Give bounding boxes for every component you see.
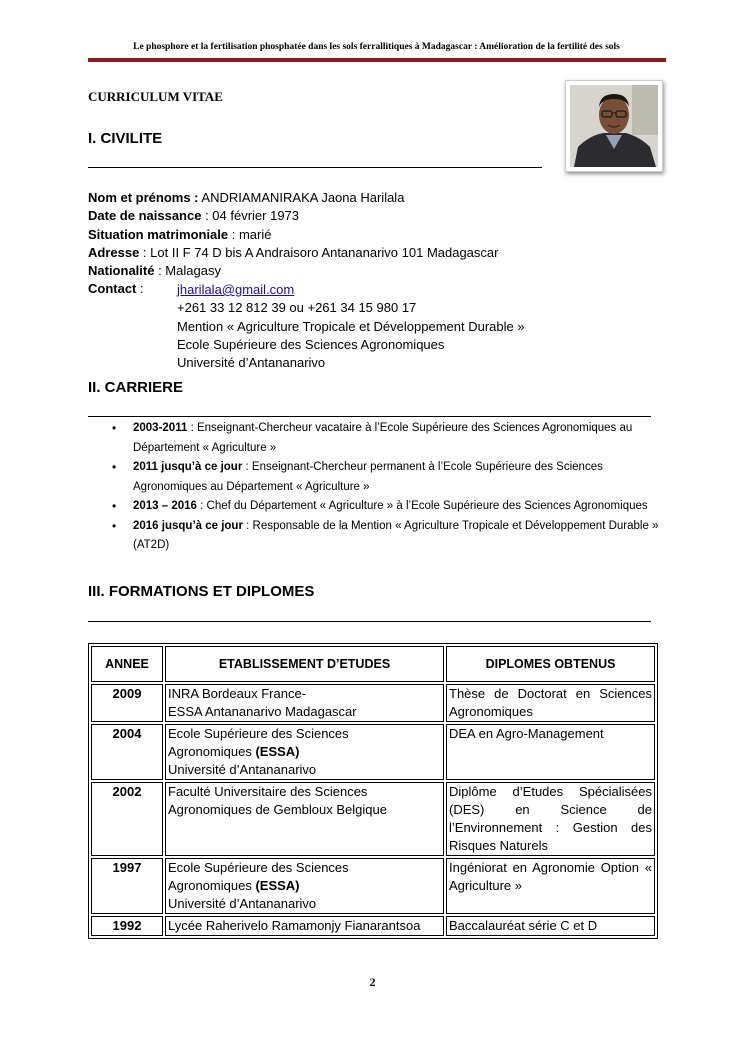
section-underline (88, 416, 651, 417)
section-heading-carriere: II. CARRIERE (88, 379, 184, 396)
contact-phone: +261 33 12 812 39 ou +261 34 15 980 17 (177, 300, 417, 316)
contact-mention: Mention « Agriculture Tropicale et Développement Durable » (177, 318, 525, 334)
column-header-annee: ANNEE (91, 646, 163, 682)
table-row: 1992 Lycée Raherivelo Ramamonjy Fianarantsoa Baccalauréat série C et D (91, 916, 655, 936)
career-item: • 2013 – 2016 : Chef du Département « Agriculture » à l’Ecole Supérieure des Sciences Agronomiques (108, 497, 668, 517)
field-nom: Nom et prénoms : ANDRIAMANIRAKA Jaona Harilala (88, 190, 405, 205)
email-link[interactable]: jharilala@gmail.com (177, 282, 295, 297)
field-naissance: Date de naissance : 04 février 1973 (88, 208, 300, 224)
field-adresse: Adresse : Lot II F 74 D bis A Andraisoro Antananarivo 101 Madagascar (88, 244, 499, 260)
career-item: • 2016 jusqu’à ce jour : Responsable de la Mention « Agriculture Tropicale et Développement Durable » (AT2D) (108, 517, 668, 556)
table-row: 2002 Faculté Universitaire des Sciences Agronomiques de Gembloux Belgique Diplôme d’Etudes Spécialisées (DES) en Science de l’Environnement : Gestion des Risques Naturels (91, 782, 655, 856)
page-number: 2 (369, 975, 376, 989)
field-situation: Situation matrimoniale : marié (88, 226, 272, 242)
field-contact: Contact : (88, 281, 144, 297)
formations-table (88, 643, 658, 939)
table-row: 2009 INRA Bordeaux France- ESSA Antananarivo Madagascar Thèse de Doctorat en Sciences Agronomiques (91, 684, 655, 722)
career-list (108, 419, 668, 556)
cv-title: CURRICULUM VITAE (88, 89, 223, 104)
portrait-image (570, 85, 658, 167)
running-header: Le phosphore et la fertilisation phosphatée dans les sols ferrallitiques à Madagascar : Amélioration de la fertilité des sols (133, 42, 620, 52)
profile-photo (565, 80, 663, 172)
table-header-row (91, 646, 655, 682)
section-heading-formations: III. FORMATIONS ET DIPLOMES (88, 583, 315, 600)
contact-details (177, 281, 525, 372)
column-header-diplomes: DIPLOMES OBTENUS (446, 646, 655, 682)
contact-school: Ecole Supérieure des Sciences Agronomiques (177, 336, 445, 352)
column-header-etablissement: ETABLISSEMENT D’ETUDES (165, 646, 444, 682)
career-item: • 2011 jusqu’à ce jour : Enseignant-Chercheur permanent à l’Ecole Supérieure des Sciences Agronomiques au Département « Agriculture » (108, 458, 668, 497)
table-row: 1997 Ecole Supérieure des Sciences Agronomiques (ESSA) Université d’Antananarivo Ingéniorat en Agronomie Option « Agriculture » (91, 858, 655, 914)
career-item: • 2003-2011 : Enseignant-Chercheur vacataire à l’Ecole Supérieure des Sciences Agronomiques au Département « Agriculture » (108, 419, 668, 458)
field-nationalite: Nationalité : Malagasy (88, 263, 221, 279)
section-underline (88, 167, 542, 168)
table-row: 2004 Ecole Supérieure des Sciences Agronomiques (ESSA) Université d’Antananarivo DEA en Agro-Management (91, 724, 655, 780)
section-underline (88, 621, 651, 622)
section-heading-civilite: I. CIVILITE (88, 130, 163, 147)
header-rule (88, 58, 666, 62)
contact-university: Université d’Antananarivo (177, 355, 326, 371)
